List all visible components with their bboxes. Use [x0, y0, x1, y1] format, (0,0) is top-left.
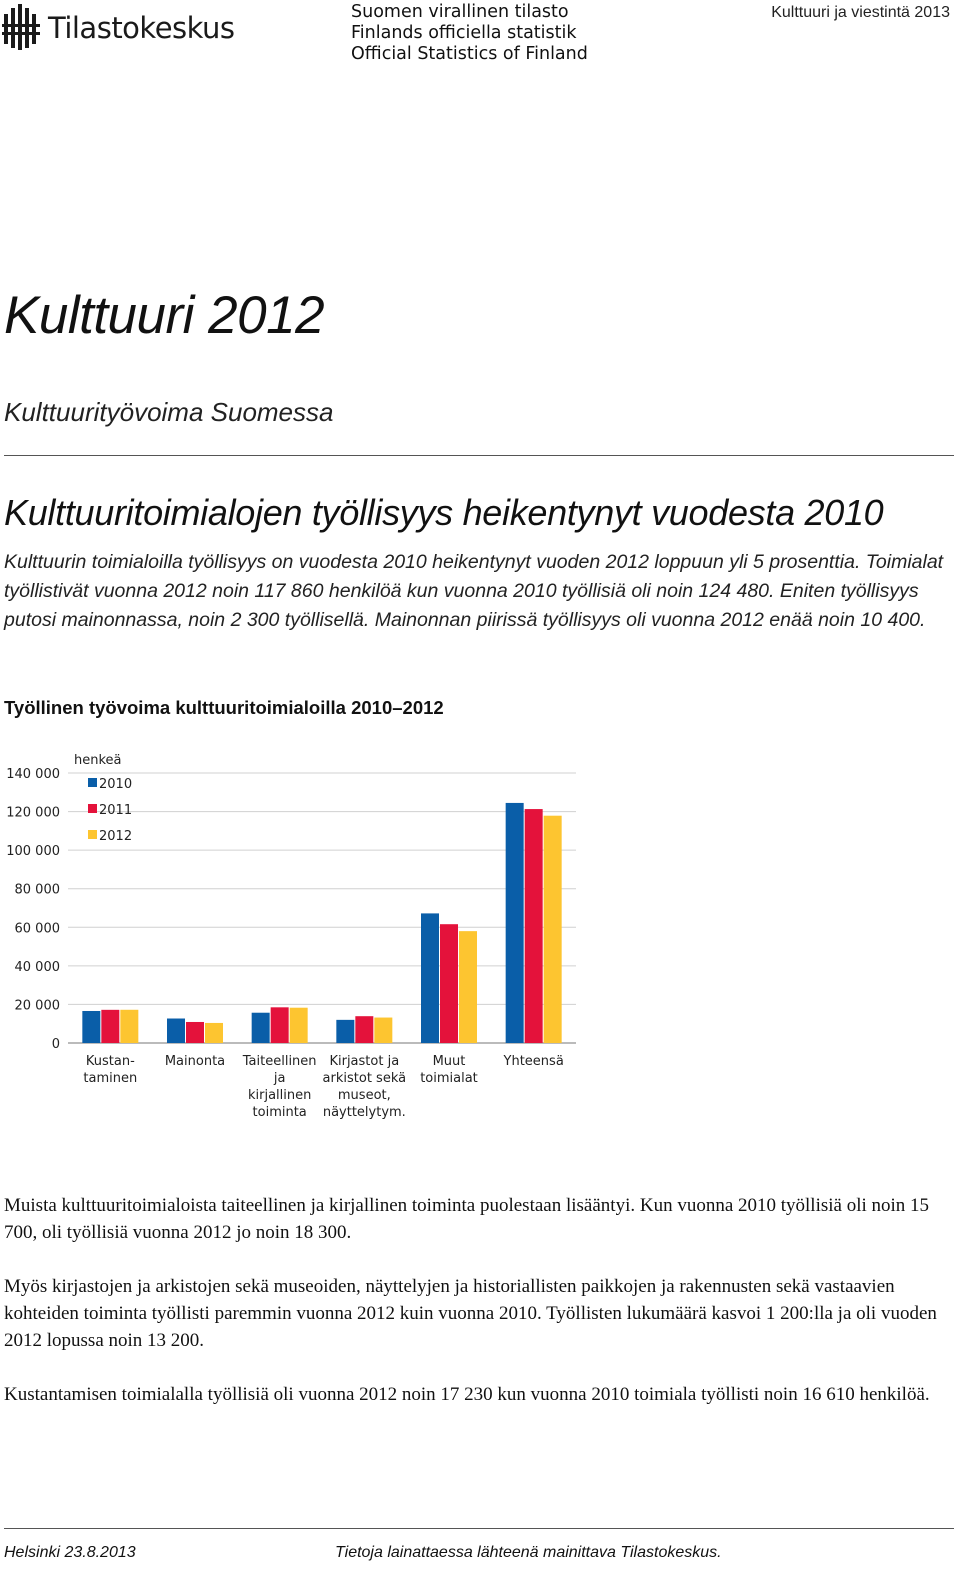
y-tick-label: 20 000 — [14, 998, 60, 1014]
x-tick-label: toimialat — [420, 1071, 478, 1086]
bar-2011 — [355, 1016, 373, 1043]
y-tick-label: 80 000 — [14, 882, 60, 898]
x-tick-label: Kustan- — [85, 1054, 135, 1069]
logo-text: Tilastokeskus — [48, 11, 235, 45]
x-tick-label: taminen — [83, 1071, 138, 1086]
bar-2012 — [459, 931, 477, 1043]
y-tick-label: 100 000 — [6, 844, 60, 860]
bar-2012 — [374, 1018, 392, 1043]
bar-2011 — [271, 1007, 289, 1043]
paragraph-3: Kustantamisen toimialalla työllisiä oli vuonna 2012 noin 17 230 kun vuonna 2010 toimiala työllisti noin 16 610 henkilöä. — [4, 1384, 930, 1405]
bar-2010 — [506, 803, 524, 1043]
section-title: Kulttuuritoimialojen työllisyys heikentynyt vuodesta 2010 — [4, 492, 884, 533]
tilastokeskus-logo — [2, 2, 235, 54]
y-tick-label: 120 000 — [6, 805, 60, 821]
x-tick-label: Taiteellinen — [242, 1054, 317, 1069]
y-tick-label: 60 000 — [14, 921, 60, 937]
official-statistics-label — [351, 2, 588, 65]
legend-swatch — [88, 778, 97, 787]
bar-2011 — [186, 1022, 204, 1043]
legend-label: 2012 — [99, 829, 133, 844]
page-title: Kulttuuri 2012 — [4, 286, 325, 345]
bar-2010 — [252, 1013, 270, 1043]
y-tick-label: 140 000 — [6, 767, 60, 782]
bar-2010 — [167, 1019, 185, 1043]
bar-2012 — [290, 1008, 308, 1043]
official-line-fi: Suomen virallinen tilasto — [351, 2, 569, 22]
chart-title: Työllinen työvoima kulttuuritoimialoilla 2010–2012 — [4, 697, 444, 718]
bar-2012 — [205, 1023, 223, 1043]
y-tick-label: 0 — [51, 1037, 60, 1052]
footer-source-note: Tietoja lainattaessa lähteenä mainittava Tilastokeskus. — [335, 1544, 722, 1561]
bar-2010 — [336, 1020, 354, 1043]
lead-paragraph: Kulttuurin toimialoilla työllisyys on vuodesta 2010 heikentynyt vuoden 2012 loppuun yli 5 prosenttia. Toimialat työllistivät vuonna 2012 noin 117 860 henkilöä kun vuonna 2010 työllisiä oli noin 124 480. Eniten työllisyys putosi mainonnassa, noin 2 300 työllisellä. Mainonnan piirissä työllisyys oli vuonna 2012 enää noin 10 400. — [4, 551, 944, 631]
legend-label: 2011 — [99, 803, 133, 818]
x-tick-label: museot, — [337, 1088, 391, 1103]
bar-2012 — [120, 1010, 138, 1043]
x-tick-label: Yhteensä — [503, 1054, 564, 1069]
x-tick-label: arkistot sekä — [322, 1071, 407, 1086]
employment-bar-chart — [0, 740, 600, 1130]
y-tick-label: 40 000 — [14, 959, 60, 975]
x-tick-label: toiminta — [252, 1105, 307, 1120]
footer-divider — [4, 1528, 954, 1529]
legend-label: 2010 — [99, 777, 133, 792]
x-tick-label: Mainonta — [164, 1054, 226, 1069]
official-line-en: Official Statistics of Finland — [351, 44, 588, 64]
official-line-sv: Finlands officiella statistik — [351, 23, 577, 43]
publication-series-label: Kulttuuri ja viestintä 2013 — [771, 4, 950, 21]
legend-swatch — [88, 830, 97, 839]
bar-2010 — [421, 913, 439, 1043]
x-tick-label: kirjallinen — [247, 1088, 312, 1103]
legend-swatch — [88, 804, 97, 813]
x-tick-label: ja — [273, 1071, 286, 1086]
bar-2010 — [82, 1011, 100, 1043]
bar-2011 — [101, 1010, 119, 1043]
x-tick-label: Kirjastot ja — [329, 1054, 400, 1069]
bar-2011 — [440, 924, 458, 1043]
page-subtitle: Kulttuurityövoima Suomessa — [4, 397, 334, 427]
y-axis-label: henkeä — [74, 753, 122, 768]
paragraph-2: Myös kirjastojen ja arkistojen sekä museoiden, näyttelyjen ja historiallisten paikkojen ja rakennusten sekä vastaavien kohteiden toiminta työllisti paremmin vuonna 2012 kuin vuonna 2010. Työllisten lukumäärä kasvoi 1 200:lla ja oli vuoden 2012 lopussa noin 13 200. — [4, 1276, 937, 1351]
x-tick-label: näyttelytym. — [322, 1105, 406, 1120]
footer-date: Helsinki 23.8.2013 — [4, 1544, 136, 1561]
header-divider — [4, 455, 954, 456]
bar-2011 — [525, 809, 543, 1043]
paragraph-1: Muista kulttuuritoimialoista taiteellinen ja kirjallinen toiminta puolestaan lisääntyi. Kun vuonna 2010 työllisiä oli noin 15 700, oli työllisiä vuonna 2012 jo noin 18 300. — [4, 1195, 930, 1243]
bar-2012 — [544, 816, 562, 1043]
x-tick-label: Muut — [432, 1054, 466, 1069]
tilastokeskus-logo-icon — [2, 2, 42, 54]
